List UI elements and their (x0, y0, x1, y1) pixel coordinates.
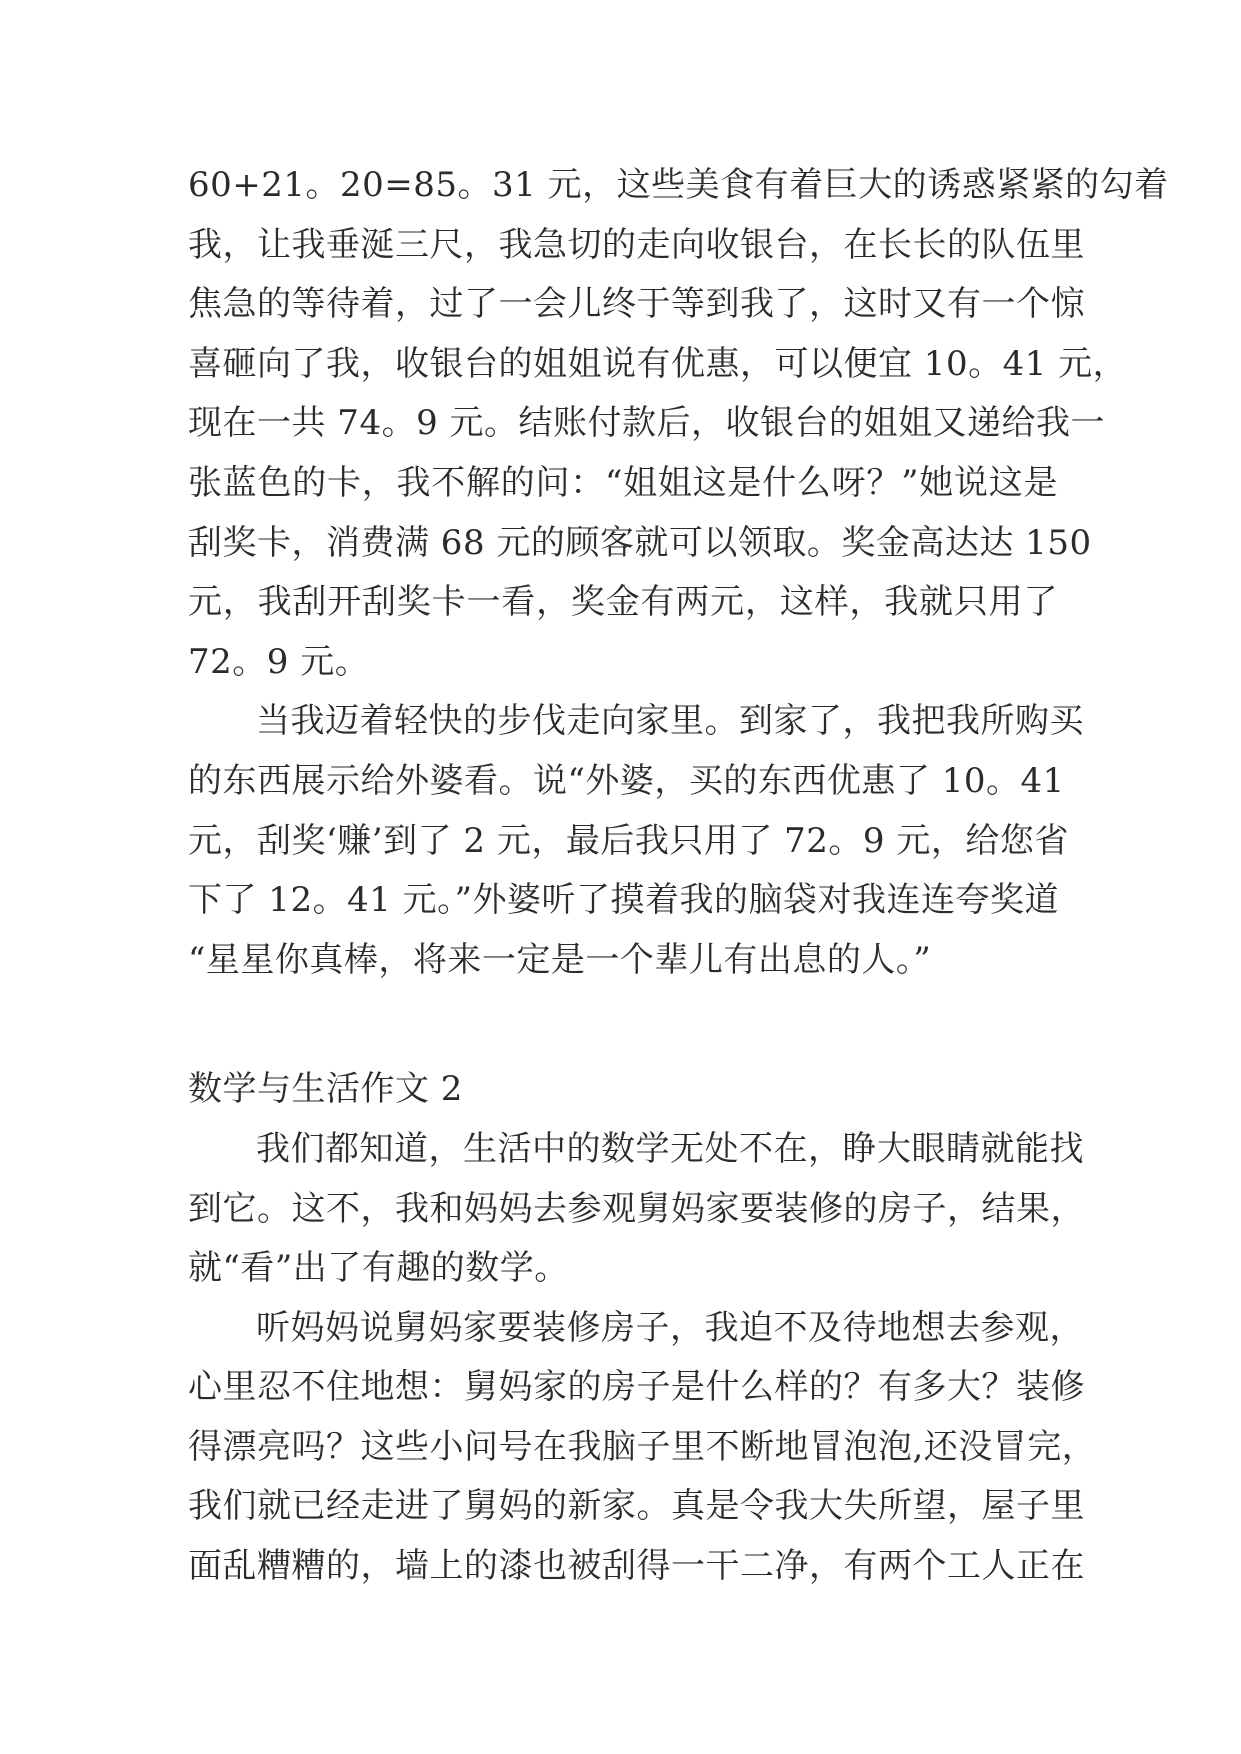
text-line: 现在一共 74。9 元。结账付款后，收银台的姐姐又递给我一 (188, 403, 1106, 444)
text-line: 刮奖卡，消费满 68 元的顾客就可以领取。奖金高达达 150 (188, 522, 1092, 563)
text-line: 当我迈着轻快的步伐走向家里。到家了，我把我所购买 (256, 701, 1084, 742)
text-line: “星星你真棒，将来一定是一个辈儿有出息的人。” (188, 939, 932, 980)
paragraph-2 (188, 692, 1084, 990)
text-line: 元，我刮开刮奖卡一看，奖金有两元，这样，我就只用了 (188, 582, 1058, 623)
text-line: 的东西展示给外婆看。说“外婆，买的东西优惠了 10。41 (188, 760, 1065, 801)
text-line: 我们就已经走进了舅妈的新家。真是令我大失所望，屋子里 (188, 1486, 1085, 1527)
paragraph-3 (188, 1120, 1085, 1299)
text-line: 心里忍不住地想：舅妈家的房子是什么样的？有多大？装修 (188, 1367, 1085, 1408)
text-line: 下了 12。41 元。”外婆听了摸着我的脑袋对我连连夸奖道 (188, 880, 1060, 921)
section-gap (188, 990, 1058, 1060)
paragraph-4 (188, 1299, 1097, 1597)
text-line: 听妈妈说舅妈家要装修房子，我迫不及待地想去参观， (256, 1307, 1084, 1348)
section-heading: 数学与生活作文 2 (188, 1069, 463, 1110)
text-line: 我们都知道，生活中的数学无处不在，睁大眼睛就能找 (256, 1128, 1084, 1169)
text-line: 元，刮奖‘赚’到了 2 元，最后我只用了 72。9 元，给您省 (188, 820, 1069, 861)
text-line: 到它。这不，我和妈妈去参观舅妈家要装修的房子，结果， (188, 1188, 1085, 1229)
text-line: 72。9 元。 (188, 641, 370, 682)
paragraph-1 (188, 156, 1169, 692)
text-line: 焦急的等待着，过了一会儿终于等到我了，这时又有一个惊 (188, 284, 1085, 325)
document-body (188, 156, 1169, 1597)
text-line: 面乱糟糟的，墙上的漆也被刮得一干二净，有两个工人正在 (188, 1546, 1085, 1587)
text-line: 我，让我垂涎三尺，我急切的走向收银台，在长长的队伍里 (188, 224, 1085, 265)
text-line: 张蓝色的卡，我不解的问：“姐姐这是什么呀？”她说这是 (188, 462, 1058, 503)
text-line: 得漂亮吗？这些小问号在我脑子里不断地冒泡泡,还没冒完， (188, 1426, 1097, 1467)
text-line: 就“看”出了有趣的数学。 (188, 1248, 569, 1289)
text-line: 60+21。20=85。31 元，这些美食有着巨大的诱惑紧紧的勾着 (188, 165, 1169, 205)
text-line: 喜砸向了我，收银台的姐姐说有优惠，可以便宜 10。41 元， (188, 343, 1128, 384)
